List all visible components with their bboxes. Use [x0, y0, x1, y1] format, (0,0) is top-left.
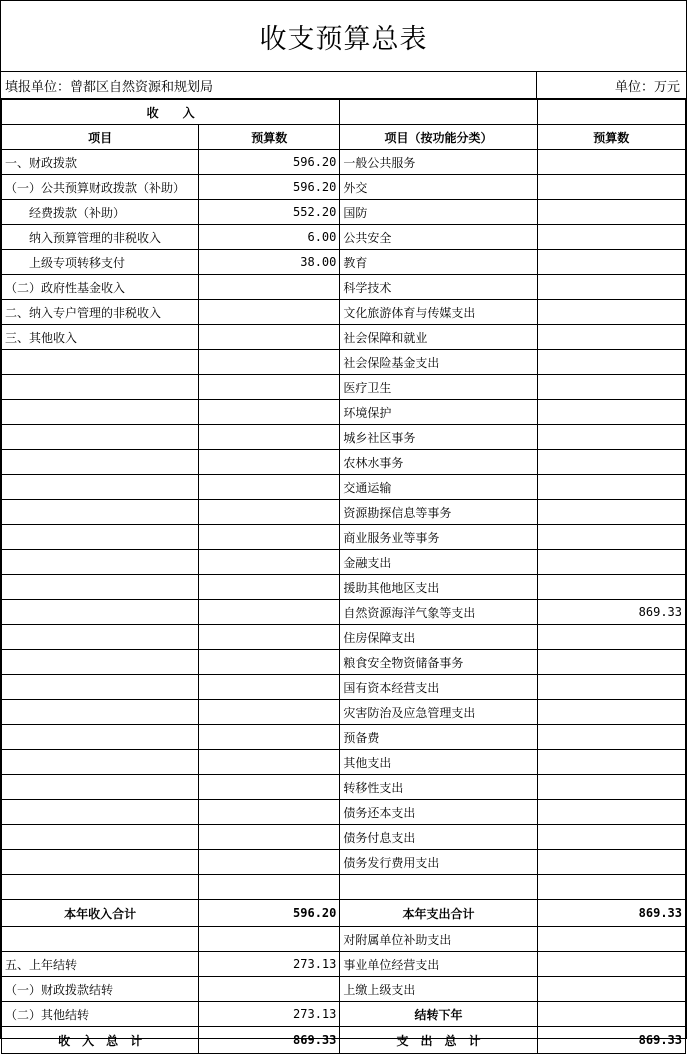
- table-row: [2, 650, 686, 675]
- budget-table: [1, 99, 686, 1054]
- income-item: 经费拨款（补助）: [2, 200, 199, 225]
- expense-item: 一般公共服务: [340, 150, 537, 175]
- table-row: [2, 475, 686, 500]
- income-amount: [199, 450, 340, 475]
- expense-item: 灾害防治及应急管理支出: [340, 700, 537, 725]
- expense-amount: [537, 350, 685, 375]
- expense-amount: [537, 150, 685, 175]
- expense-item: 医疗卫生: [340, 375, 537, 400]
- expense-item: 外交: [340, 175, 537, 200]
- table-row: [2, 325, 686, 350]
- meta-row: [1, 72, 686, 99]
- expense-item: 交通运输: [340, 475, 537, 500]
- expense-item: 社会保障和就业: [340, 325, 537, 350]
- table-row: [2, 750, 686, 775]
- expense-amount: [537, 450, 685, 475]
- income-amount: [199, 875, 340, 900]
- expense-item: 商业服务业等事务: [340, 525, 537, 550]
- expense-amount: [537, 977, 685, 1002]
- income-amount: [199, 800, 340, 825]
- income-item: [2, 600, 199, 625]
- table-row: [2, 900, 686, 927]
- income-item: [2, 675, 199, 700]
- expense-item: 自然资源海洋气象等支出: [340, 600, 537, 625]
- income-item: 三、其他收入: [2, 325, 199, 350]
- currency-unit: 单位：万元: [536, 72, 686, 98]
- expense-item: 上缴上级支出: [340, 977, 537, 1002]
- income-amount: 273.13: [199, 1002, 340, 1027]
- table-row: [2, 875, 686, 900]
- income-amount: [199, 525, 340, 550]
- table-row: [2, 825, 686, 850]
- expense-amount: [537, 475, 685, 500]
- table-row: [2, 927, 686, 952]
- income-amount: [199, 850, 340, 875]
- table-row: [2, 1027, 686, 1054]
- table-row: [2, 525, 686, 550]
- expense-amount: 869.33: [537, 1027, 685, 1054]
- income-item: [2, 550, 199, 575]
- table-row: [2, 800, 686, 825]
- col-header-item: 项目: [2, 125, 199, 150]
- expense-amount: [537, 625, 685, 650]
- expense-amount: [537, 952, 685, 977]
- expense-amount: [537, 650, 685, 675]
- income-item: [2, 850, 199, 875]
- expense-item: 住房保障支出: [340, 625, 537, 650]
- table-row: [2, 550, 686, 575]
- table-row: [2, 600, 686, 625]
- expense-item: 科学技术: [340, 275, 537, 300]
- table-row: [2, 175, 686, 200]
- table-row: [2, 575, 686, 600]
- income-amount: [199, 425, 340, 450]
- table-row: [2, 850, 686, 875]
- table-row: [2, 450, 686, 475]
- expense-item: 结转下年: [340, 1002, 537, 1027]
- income-item: [2, 525, 199, 550]
- table-row: [2, 375, 686, 400]
- blank-cell: [340, 100, 537, 125]
- table-row: [2, 400, 686, 425]
- income-amount: [199, 600, 340, 625]
- expense-item: 资源勘探信息等事务: [340, 500, 537, 525]
- table-row: [2, 300, 686, 325]
- expense-amount: [537, 850, 685, 875]
- income-item: [2, 375, 199, 400]
- income-item: 上级专项转移支付: [2, 250, 199, 275]
- expense-amount: [537, 175, 685, 200]
- income-item: [2, 425, 199, 450]
- expense-amount: [537, 250, 685, 275]
- expense-amount: [537, 375, 685, 400]
- income-item: 收 入 总 计: [2, 1027, 199, 1054]
- income-amount: [199, 825, 340, 850]
- income-amount: 38.00: [199, 250, 340, 275]
- income-amount: 6.00: [199, 225, 340, 250]
- income-item: [2, 475, 199, 500]
- income-amount: 552.20: [199, 200, 340, 225]
- expense-amount: [537, 775, 685, 800]
- income-item: [2, 800, 199, 825]
- expense-amount: [537, 825, 685, 850]
- expense-item: 债务付息支出: [340, 825, 537, 850]
- expense-amount: [537, 750, 685, 775]
- expense-item: 转移性支出: [340, 775, 537, 800]
- income-amount: [199, 725, 340, 750]
- expense-amount: [537, 550, 685, 575]
- income-item: 一、财政拨款: [2, 150, 199, 175]
- expense-item: 金融支出: [340, 550, 537, 575]
- income-item: [2, 450, 199, 475]
- income-item: [2, 875, 199, 900]
- expense-amount: 869.33: [537, 900, 685, 927]
- income-amount: [199, 750, 340, 775]
- reporting-unit: 填报单位：曾都区自然资源和规划局: [5, 79, 214, 95]
- expense-item: 粮食安全物资储备事务: [340, 650, 537, 675]
- expense-item: 事业单位经营支出: [340, 952, 537, 977]
- income-item: [2, 725, 199, 750]
- col-header-function-amount: 预算数: [537, 125, 685, 150]
- income-amount: [199, 400, 340, 425]
- table-row: [2, 675, 686, 700]
- income-amount: [199, 575, 340, 600]
- expense-item: 环境保护: [340, 400, 537, 425]
- income-amount: [199, 500, 340, 525]
- income-amount: [199, 977, 340, 1002]
- expense-amount: [537, 927, 685, 952]
- expense-amount: [537, 275, 685, 300]
- expense-item: 文化旅游体育与传媒支出: [340, 300, 537, 325]
- income-item: 五、上年结转: [2, 952, 199, 977]
- income-amount: 596.20: [199, 150, 340, 175]
- expense-amount: [537, 225, 685, 250]
- income-item: （一）财政拨款结转: [2, 977, 199, 1002]
- expense-item: 农林水事务: [340, 450, 537, 475]
- income-item: [2, 750, 199, 775]
- expense-item: 国防: [340, 200, 537, 225]
- income-item: [2, 625, 199, 650]
- income-amount: [199, 775, 340, 800]
- table-row: [2, 1002, 686, 1027]
- income-item: （二）政府性基金收入: [2, 275, 199, 300]
- expense-amount: [537, 800, 685, 825]
- table-row: [2, 150, 686, 175]
- expense-amount: [537, 700, 685, 725]
- table-row: [2, 250, 686, 275]
- table-row: [2, 500, 686, 525]
- income-item: 纳入预算管理的非税收入: [2, 225, 199, 250]
- table-row: [2, 225, 686, 250]
- income-item: [2, 575, 199, 600]
- income-item: （一）公共预算财政拨款（补助）: [2, 175, 199, 200]
- expense-amount: [537, 325, 685, 350]
- income-amount: [199, 300, 340, 325]
- expense-item: 公共安全: [340, 225, 537, 250]
- col-header-amount: 预算数: [199, 125, 340, 150]
- expense-amount: [537, 875, 685, 900]
- income-item: [2, 700, 199, 725]
- expense-amount: [537, 575, 685, 600]
- income-amount: 596.20: [199, 175, 340, 200]
- income-item: 二、纳入专户管理的非税收入: [2, 300, 199, 325]
- expense-item: 预备费: [340, 725, 537, 750]
- table-row: [2, 350, 686, 375]
- expense-item: 对附属单位补助支出: [340, 927, 537, 952]
- income-amount: 273.13: [199, 952, 340, 977]
- income-amount: [199, 550, 340, 575]
- income-item: [2, 350, 199, 375]
- table-row: [2, 700, 686, 725]
- column-header-row: [2, 125, 686, 150]
- expense-item: 城乡社区事务: [340, 425, 537, 450]
- expense-item: 社会保险基金支出: [340, 350, 537, 375]
- table-row: [2, 275, 686, 300]
- table-row: [2, 200, 686, 225]
- table-row: [2, 977, 686, 1002]
- income-amount: [199, 700, 340, 725]
- income-amount: [199, 275, 340, 300]
- income-group-row: [2, 100, 686, 125]
- col-header-function-item: 项目（按功能分类）: [340, 125, 537, 150]
- income-item: [2, 825, 199, 850]
- table-row: [2, 725, 686, 750]
- sheet-title: 收支预算总表: [1, 1, 686, 72]
- table-row: [2, 425, 686, 450]
- expense-amount: [537, 400, 685, 425]
- expense-item: 债务发行费用支出: [340, 850, 537, 875]
- expense-item: 教育: [340, 250, 537, 275]
- expense-item: 国有资本经营支出: [340, 675, 537, 700]
- income-item: [2, 500, 199, 525]
- expense-item: 本年支出合计: [340, 900, 537, 927]
- expense-item: 支 出 总 计: [340, 1027, 537, 1054]
- expense-amount: [537, 725, 685, 750]
- income-amount: [199, 350, 340, 375]
- expense-amount: [537, 525, 685, 550]
- expense-item: [340, 875, 537, 900]
- income-amount: [199, 375, 340, 400]
- table-row: [2, 952, 686, 977]
- table-row: [2, 625, 686, 650]
- income-item: （二）其他结转: [2, 1002, 199, 1027]
- income-amount: [199, 927, 340, 952]
- expense-amount: 869.33: [537, 600, 685, 625]
- blank-cell: [537, 100, 685, 125]
- income-amount: 596.20: [199, 900, 340, 927]
- income-amount: [199, 475, 340, 500]
- expense-amount: [537, 425, 685, 450]
- income-group-header: 收 入: [2, 100, 340, 125]
- expense-amount: [537, 200, 685, 225]
- income-amount: [199, 675, 340, 700]
- expense-item: 债务还本支出: [340, 800, 537, 825]
- income-item: [2, 775, 199, 800]
- income-amount: 869.33: [199, 1027, 340, 1054]
- income-amount: [199, 625, 340, 650]
- expense-amount: [537, 1002, 685, 1027]
- expense-amount: [537, 675, 685, 700]
- income-amount: [199, 325, 340, 350]
- expense-item: 援助其他地区支出: [340, 575, 537, 600]
- income-item: [2, 400, 199, 425]
- income-amount: [199, 650, 340, 675]
- income-item: 本年收入合计: [2, 900, 199, 927]
- expense-amount: [537, 500, 685, 525]
- income-item: [2, 927, 199, 952]
- income-item: [2, 650, 199, 675]
- expense-item: 其他支出: [340, 750, 537, 775]
- expense-amount: [537, 300, 685, 325]
- table-row: [2, 775, 686, 800]
